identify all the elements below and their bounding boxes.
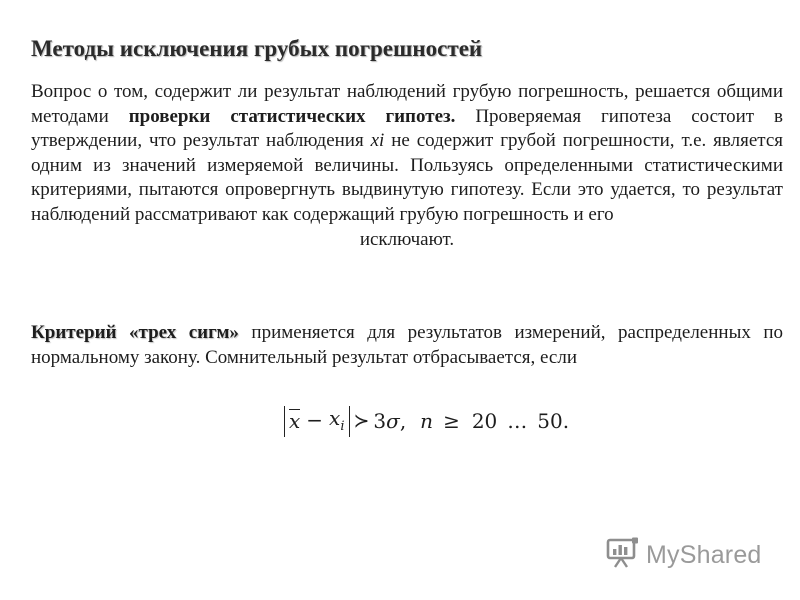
three-sigma-formula [284,401,569,441]
formula-comma: , [399,409,407,433]
paragraph1-text-part3: не содержит грубой погрешности, т.е. является одним из значений измеряемой величины. Пользуясь определенными статистическими критериями, пытаются опровергнуть выдвинутую гипотезу. Если это удается, то результат наблюдений рассматривают как содержащий грубую погрешность и его [31,130,783,225]
absolute-value [284,406,350,437]
formula-three: 3 [373,409,387,433]
myshared-logo-icon [606,536,640,575]
paragraph-gross-errors [31,80,783,252]
formula-n-min: 20 [471,409,498,433]
paragraph1-last-line: исключают. [359,228,455,250]
formula-sigma: σ [386,409,400,433]
formula-mean-x: x [289,409,301,433]
three-sigma-criterion-term: Критерий «трех сигм» [31,322,239,343]
paragraph1-text-part2: Проверяемая гипотеза состоит в утверждении, что результат наблюдения [31,105,783,152]
formula-n-max: 50. [537,409,570,433]
paragraph-three-sigma [31,321,783,370]
formula-succ-sign: ≻ [353,410,370,432]
myshared-logo-text: MyShared [646,541,762,569]
slide-title: Методы исключения грубых погрешностей [31,36,483,61]
myshared-logo[interactable] [606,536,762,575]
formula-geq-sign: ≥ [443,409,460,433]
paragraph2-text: применяется для результатов измерений, распределенных по нормальному закону. Сомнительный результат отбрасывается, если [31,322,784,368]
paragraph1-bold-term: проверки статистических гипотез. [128,105,456,127]
formula-xi-subscript: i [340,418,345,434]
paragraph1-xi: xi [370,130,385,152]
paragraph1-text-part1: Вопрос о том, содержит ли результат наблюдений грубую погрешность, решается общими методами [31,81,783,127]
formula-xi [329,405,345,434]
formula-ellipsis: … [507,409,528,433]
formula-xi-base: x [329,405,341,430]
formula-n: n [420,409,434,433]
formula-minus: − [306,408,324,432]
